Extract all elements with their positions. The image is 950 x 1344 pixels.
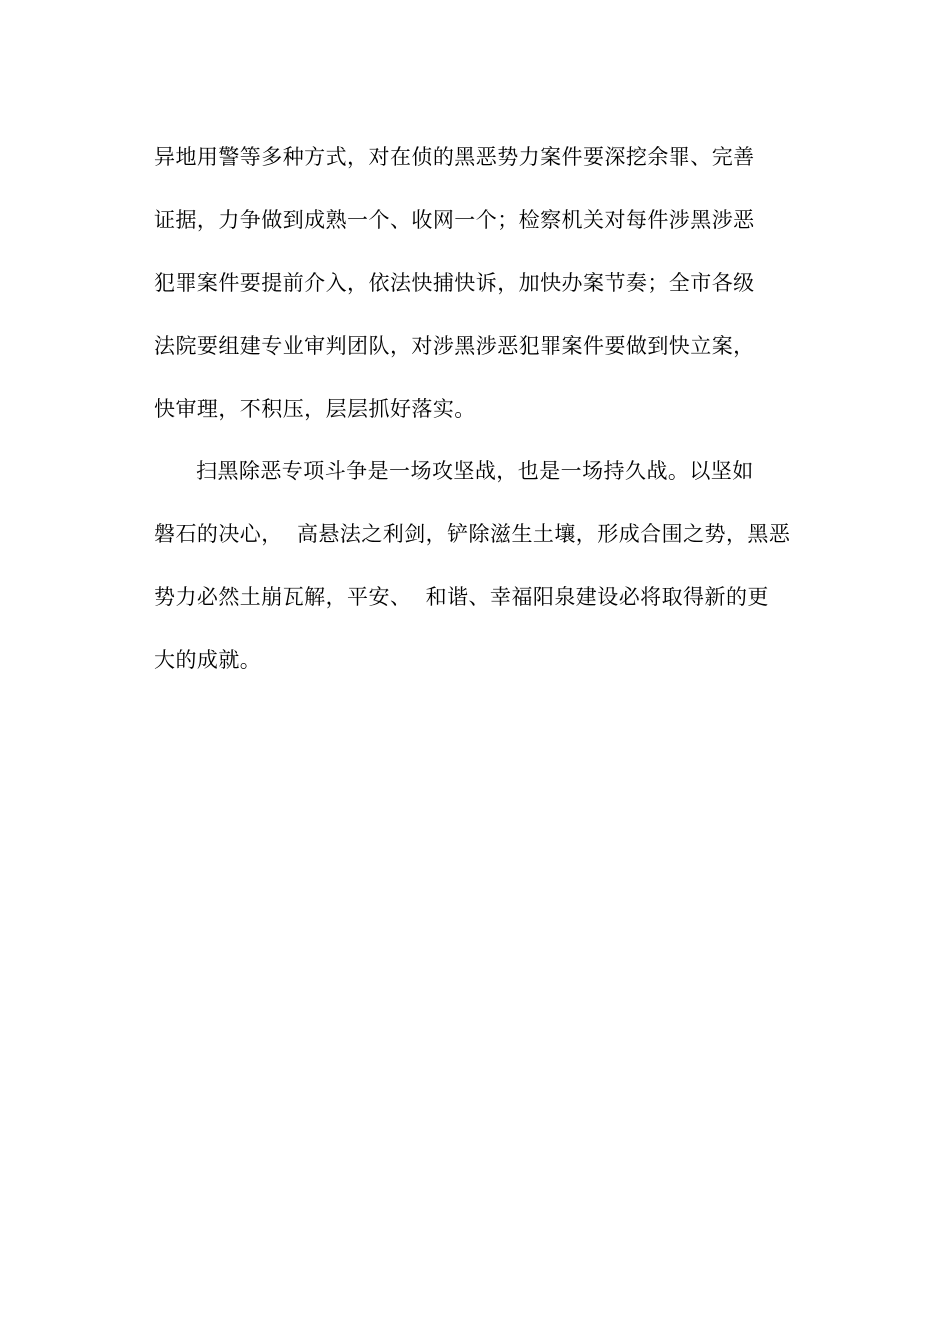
text-line: 法院要组建专业审判团队，对涉黑涉恶犯罪案件要做到快立案， bbox=[154, 334, 755, 358]
text-line: 大的成就。 bbox=[154, 648, 262, 672]
text-line: 势力必然土崩瓦解，平安、 和谐、幸福阳泉建设必将取得新的更 bbox=[154, 585, 769, 609]
text-line: 磐石的决心， 高悬法之利剑，铲除滋生土壤，形成合围之势，黑恶 bbox=[154, 522, 791, 546]
text-line: 犯罪案件要提前介入，依法快捕快诉，加快办案节奏；全市各级 bbox=[154, 271, 755, 295]
text-line: 快审理，不积压，层层抓好落实。 bbox=[154, 397, 476, 421]
text-line: 扫黑除恶专项斗争是一场攻坚战，也是一场持久战。以坚如 bbox=[196, 459, 754, 483]
text-line: 异地用警等多种方式，对在侦的黑恶势力案件要深挖余罪、完善 bbox=[154, 145, 755, 169]
text-line: 证据，力争做到成熟一个、收网一个；检察机关对每件涉黑涉恶 bbox=[154, 208, 755, 232]
